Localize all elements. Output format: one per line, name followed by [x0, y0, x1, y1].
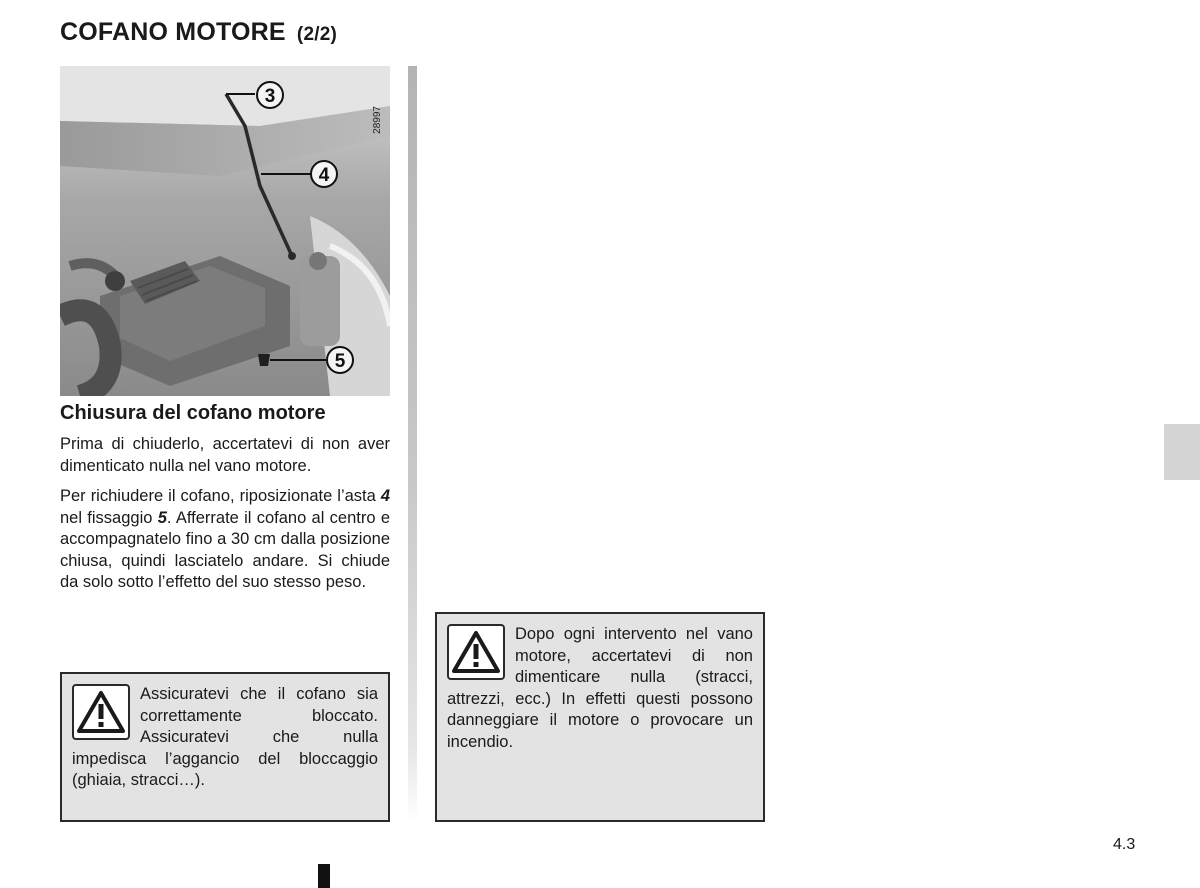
- warning-box-engine-bay: [435, 612, 765, 822]
- page-number: 4.3: [1113, 836, 1136, 853]
- callout-5-marker: [327, 347, 353, 373]
- warning-triangle-icon: [447, 624, 505, 680]
- paragraph-text-a: Per richiudere il cofano, riposizionate l’asta: [60, 487, 381, 505]
- callout-4-marker: [311, 161, 337, 187]
- callout-3-label: 3: [264, 86, 276, 107]
- warning-text-right: Dopo ogni intervento nel vano motore, accertatevi di non dimenticare nulla (stracci, attrezzi, ecc.) In effetti questi possono danneggiare il motore o provocare un incendio.: [447, 625, 753, 751]
- paragraph-closing-instructions: [60, 486, 390, 594]
- warning-box-hood-locked: [60, 672, 390, 822]
- warning-text-left: Assicuratevi che il cofano sia correttamente bloccato. Assicuratevi che nulla impedisca l’aggancio del bloccaggio (ghiaia, stracci…).: [72, 685, 378, 789]
- page-title-suffix: (2/2): [296, 24, 337, 45]
- callout-3-marker: [257, 82, 283, 108]
- page-title-text: COFANO MOTORE: [60, 18, 286, 46]
- figure-reference-code: 28997: [372, 106, 383, 134]
- column-divider: [408, 66, 417, 822]
- callout-5-label: 5: [334, 351, 346, 372]
- paragraph-text-c: . Afferrate il cofano al centro e accompagnatelo fino a 30 cm dalla posizione chiusa, quindi lasciatelo andare. Si chiude da solo sotto l’effetto del suo stesso peso.: [60, 508, 390, 591]
- section-heading: Chiusura del cofano motore: [60, 402, 326, 424]
- paragraph-before-closing: Prima di chiuderlo, accertatevi di non aver dimenticato nulla nel vano motore.: [60, 435, 390, 475]
- fixing-reference: 5: [157, 508, 167, 527]
- engine-bay-illustration: [60, 66, 390, 396]
- paragraph-text-b: nel fissaggio: [60, 508, 158, 527]
- print-crop-mark: [318, 864, 330, 888]
- warning-triangle-icon: [72, 684, 130, 740]
- callout-4-label: 4: [318, 165, 330, 186]
- page-title: [60, 18, 337, 47]
- section-side-tab: [1164, 424, 1200, 480]
- rod-reference: 4: [380, 487, 390, 505]
